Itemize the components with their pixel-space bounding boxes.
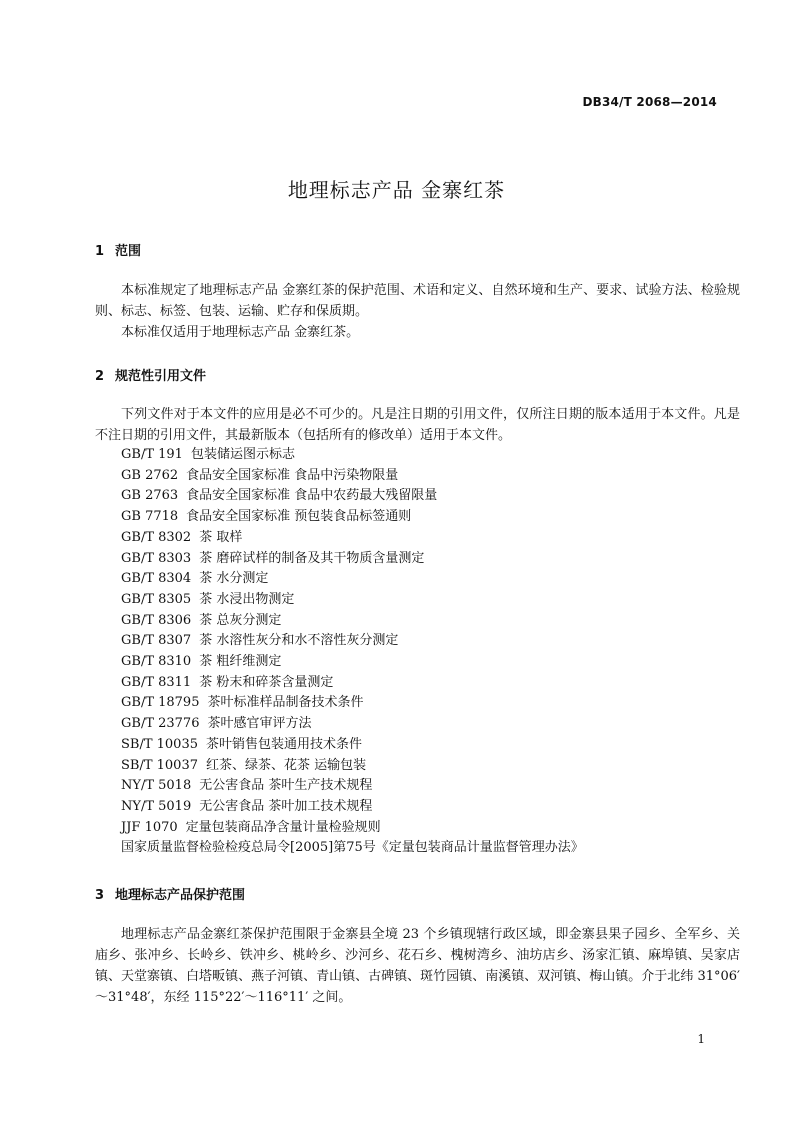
reference-item <box>121 776 584 797</box>
section-number: 1 <box>95 244 105 259</box>
reference-title: 茶叶感官审评方法 <box>207 716 312 732</box>
page-number: 1 <box>697 1032 705 1046</box>
reference-code: GB/T 8306 <box>121 612 192 628</box>
reference-item <box>121 797 584 818</box>
reference-code: GB 7718 <box>121 509 179 525</box>
standard-code: DB34/T 2068—2014 <box>582 95 717 109</box>
reference-item <box>121 549 584 570</box>
reference-code: GB/T 23776 <box>121 716 200 732</box>
reference-item <box>121 569 584 590</box>
reference-item <box>121 611 584 632</box>
reference-title: 茶 粉末和碎茶含量测定 <box>199 674 334 690</box>
reference-title: 无公害食品 茶叶生产技术规程 <box>199 778 373 794</box>
reference-code: GB/T 8305 <box>121 591 192 607</box>
reference-code: GB/T 8303 <box>121 550 192 566</box>
reference-title: 包装储运图示标志 <box>190 447 295 462</box>
reference-title: 国家质量监督检验检疫总局令[2005]第75号《定量包装商品计量监督管理办法》 <box>121 840 584 856</box>
reference-title: 红茶、绿茶、花茶 运输包装 <box>206 757 367 773</box>
reference-title: 茶 总灰分测定 <box>199 612 282 628</box>
section-2-heading <box>95 365 206 384</box>
reference-code: GB/T 8302 <box>121 529 192 545</box>
section-number: 2 <box>95 369 105 384</box>
section-2-paragraph-1: 下列文件对于本文件的应用是必不可少的。凡是注日期的引用文件，仅所注日期的版本适用于本文件。凡是不注日期的引用文件，其最新版本（包括所有的修改单）适用于本文件。 <box>95 407 740 443</box>
reference-title: 茶叶销售包装通用技术条件 <box>206 736 363 752</box>
reference-title: 食品安全国家标准 食品中污染物限量 <box>186 467 399 483</box>
reference-title: 茶 磨碎试样的制备及其干物质含量测定 <box>199 550 425 566</box>
reference-title: 茶 水溶性灰分和水不溶性灰分测定 <box>199 633 399 649</box>
section-1-paragraph-1: 本标准规定了地理标志产品 金寨红茶的保护范围、术语和定义、自然环境和生产、要求、试验方法、检验规则、标志、标签、包装、运输、贮存和保质期。 <box>95 283 740 319</box>
reference-item <box>121 507 584 528</box>
reference-title: 茶 水浸出物测定 <box>199 591 295 607</box>
reference-title: 食品安全国家标准 预包装食品标签通则 <box>186 509 412 525</box>
reference-code: SB/T 10037 <box>121 757 198 773</box>
reference-title: 茶 粗纤维测定 <box>199 654 282 670</box>
reference-code: GB 2763 <box>121 488 179 504</box>
reference-code: GB/T 8304 <box>121 571 192 587</box>
reference-item <box>121 818 584 839</box>
section-1-paragraph-2: 本标准仅适用于地理标志产品 金寨红茶。 <box>121 325 360 340</box>
document-title: 地理标志产品 金寨红茶 <box>287 178 506 202</box>
reference-item <box>121 735 584 756</box>
reference-title: 茶 取样 <box>199 529 243 545</box>
reference-item <box>121 590 584 611</box>
reference-code: GB/T 8311 <box>121 674 192 690</box>
section-number: 3 <box>95 888 105 903</box>
reference-item <box>121 528 584 549</box>
reference-title: 无公害食品 茶叶加工技术规程 <box>199 798 373 814</box>
reference-item <box>121 652 584 673</box>
reference-code: GB/T 8310 <box>121 654 192 670</box>
reference-code: SB/T 10035 <box>121 736 198 752</box>
reference-code: JJF 1070 <box>121 819 178 835</box>
reference-title: 茶叶标准样品制备技术条件 <box>207 695 364 711</box>
reference-code: NY/T 5019 <box>121 798 192 814</box>
reference-item <box>121 673 584 694</box>
reference-item <box>121 714 584 735</box>
reference-item <box>121 466 584 487</box>
reference-item <box>121 486 584 507</box>
reference-code: NY/T 5018 <box>121 778 192 794</box>
reference-code: GB/T 191 <box>121 447 183 462</box>
section-title: 地理标志产品保护范围 <box>115 888 246 903</box>
reference-title: 食品安全国家标准 食品中农药最大残留限量 <box>186 488 438 504</box>
reference-title: 定量包装商品净含量计量检验规则 <box>185 819 381 835</box>
reference-code: GB/T 8307 <box>121 633 192 649</box>
reference-item <box>121 693 584 714</box>
section-1-heading <box>95 240 141 259</box>
normative-references-list <box>121 445 584 859</box>
section-3-heading <box>95 884 245 903</box>
reference-item <box>121 631 584 652</box>
reference-item <box>121 756 584 777</box>
section-title: 范围 <box>115 244 142 259</box>
reference-item <box>121 838 584 859</box>
reference-title: 茶 水分测定 <box>199 571 269 587</box>
reference-item <box>121 445 584 466</box>
section-3-paragraph-1: 地理标志产品金寨红茶保护范围限于金寨县全境 23 个乡镇现辖行政区域，即金寨县果子园乡、全军乡、关庙乡、张冲乡、长岭乡、铁冲乡、桃岭乡、沙河乡、花石乡、槐树湾乡、油坊店乡、汤家汇镇、麻埠镇、吴家店镇、天堂寨镇、白塔畈镇、燕子河镇、青山镇、古碑镇、斑竹园镇、南溪镇、双河镇、梅山镇。介于北纬 31°06′～31°48′，东经 115°22′～116°11′ 之间。 <box>95 927 740 1005</box>
reference-code: GB 2762 <box>121 467 179 483</box>
reference-code: GB/T 18795 <box>121 695 200 711</box>
section-title: 规范性引用文件 <box>115 369 207 384</box>
